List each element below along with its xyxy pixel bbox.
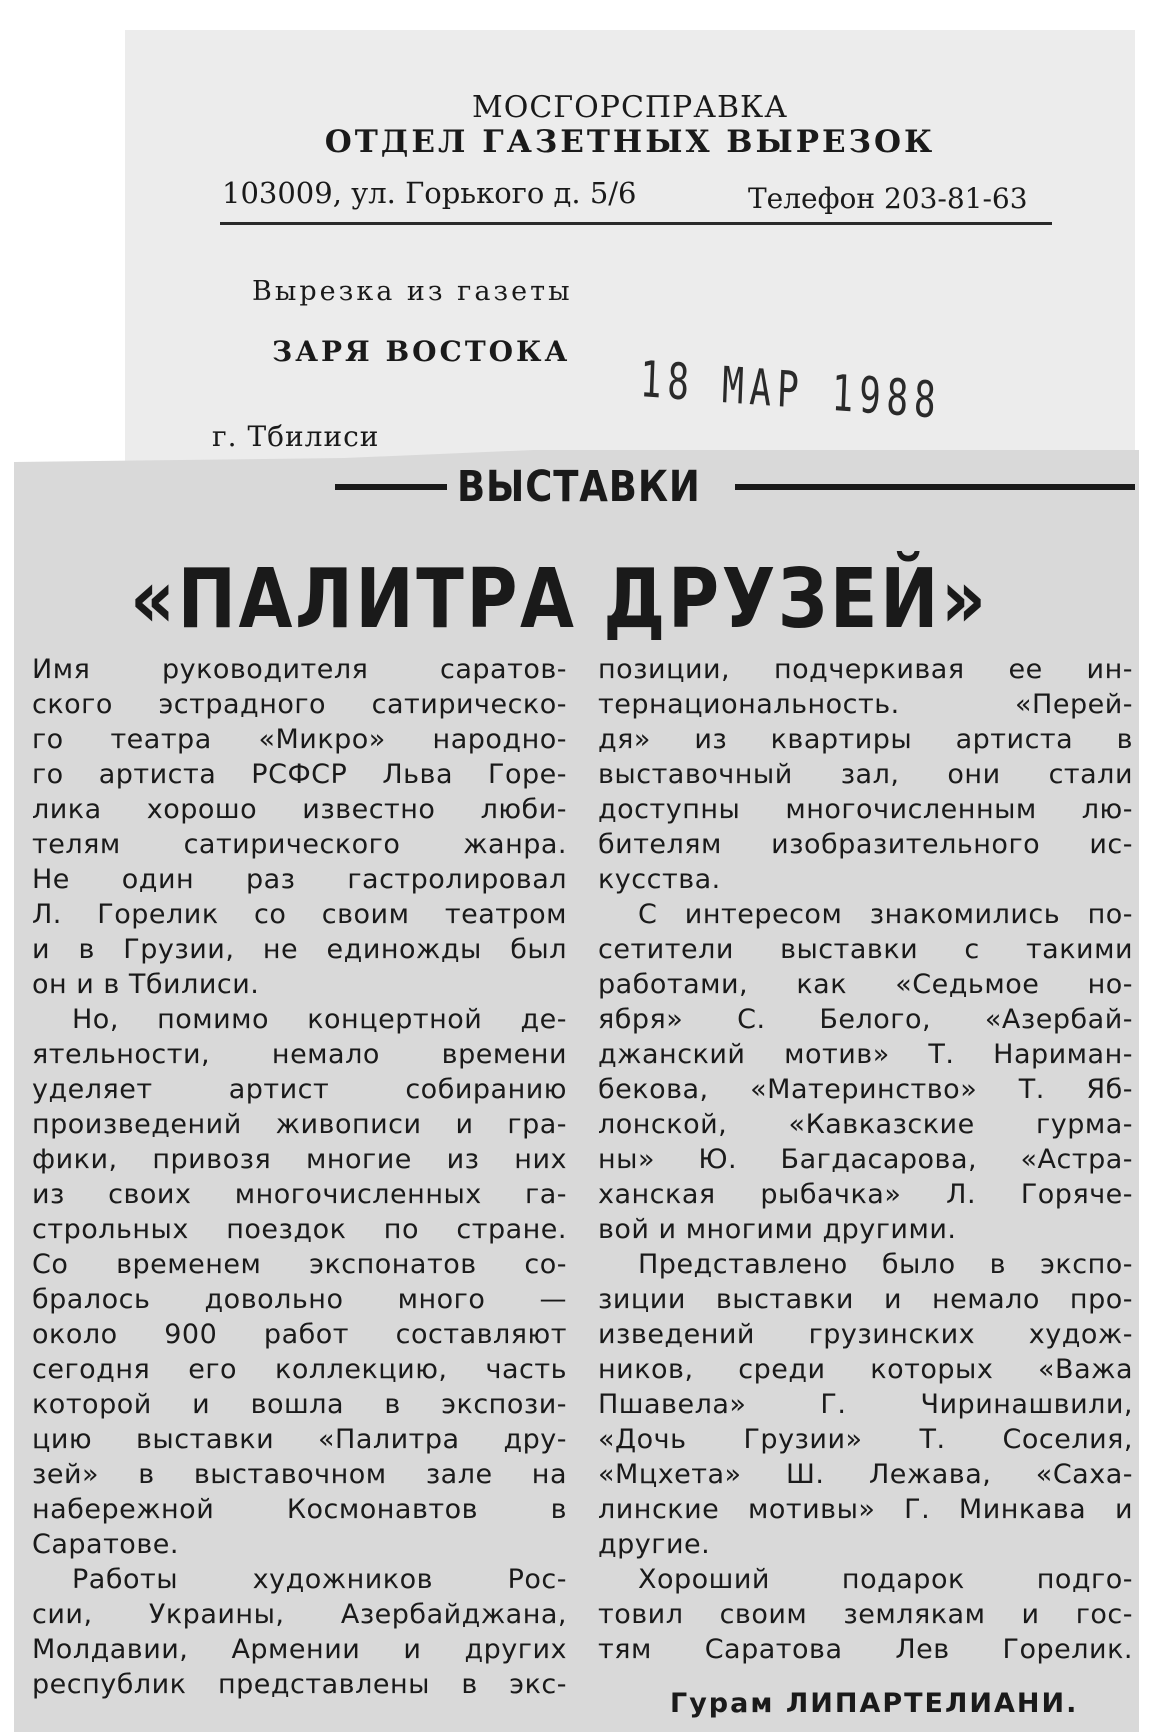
article-line: лика хорошо известно люби- xyxy=(32,794,567,825)
article-line: фики, привозя многие из них xyxy=(32,1144,567,1175)
agency-address: 103009, ул. Горького д. 5/6 xyxy=(222,176,637,210)
article-headline: «ПАЛИТРА ДРУЗЕЙ» xyxy=(130,552,989,647)
article-line: ханская рыбачка» Л. Горяче- xyxy=(598,1179,1133,1210)
article-line: ября» С. Белого, «Азербай- xyxy=(598,1004,1133,1035)
newspaper-name: ЗАРЯ ВОСТОКА xyxy=(272,335,571,368)
article-line: сетители выставки с такими xyxy=(598,934,1133,965)
article-line: тернациональность. «Перей- xyxy=(598,689,1133,720)
article-line: цию выставки «Палитра дру- xyxy=(32,1424,567,1455)
article-line: товил своим землякам и гос- xyxy=(598,1599,1133,1630)
newspaper-city: г. Тбилиси xyxy=(212,420,380,453)
article-line: Хороший подарок подго- xyxy=(638,1564,1133,1595)
article-line: го театра «Микро» народно- xyxy=(32,724,567,755)
date-stamp: 18 МАР 1988 xyxy=(638,350,943,430)
article-line: Работы художников Рос- xyxy=(72,1564,567,1595)
article-line: ятельности, немало времени xyxy=(32,1039,567,1070)
article-line: строльных поездок по стране. xyxy=(32,1214,567,1245)
article-column-2 xyxy=(598,652,1133,1667)
article-line: бралось довольно много — xyxy=(32,1284,567,1315)
header-divider xyxy=(220,222,1052,225)
article-line: зей» в выставочном зале на xyxy=(32,1459,567,1490)
article-line: зиции выставки и немало про- xyxy=(598,1284,1133,1315)
article-line: тям Саратова Лев Горелик. xyxy=(598,1634,1133,1665)
article-line: бителям изобразительного ис- xyxy=(598,829,1133,860)
article-line: Но, помимо концертной де- xyxy=(72,1004,567,1035)
article-line: Пшавела» Г. Чиринашвили, xyxy=(598,1389,1133,1420)
article-line: телям сатирического жанра. xyxy=(32,829,567,860)
department-name: ОТДЕЛ ГАЗЕТНЫХ ВЫРЕЗОК xyxy=(324,124,936,160)
author-signature: Гурам ЛИПАРТЕЛИАНИ. xyxy=(670,1688,1079,1719)
article-line: позиции, подчеркивая ее ин- xyxy=(598,654,1133,685)
article-line: С интересом знакомились по- xyxy=(638,899,1133,930)
article-line: «Дочь Грузии» Т. Соселия, xyxy=(598,1424,1133,1455)
article-column-1 xyxy=(32,652,567,1702)
section-rubric: ВЫСТАВКИ xyxy=(457,462,701,512)
article-line: доступны многочисленным лю- xyxy=(598,794,1133,825)
article-line: «Мцхета» Ш. Лежава, «Саха- xyxy=(598,1459,1133,1490)
article-line: джанский мотив» Т. Нариман- xyxy=(598,1039,1133,1070)
article-line: лонской, «Кавказские гурма- xyxy=(598,1109,1133,1140)
article-line: выставочный зал, они стали xyxy=(598,759,1133,790)
article-line: сегодня его коллекцию, часть xyxy=(32,1354,567,1385)
article-line: ского эстрадного сатирическо- xyxy=(32,689,567,720)
article-line: он и в Тбилиси. xyxy=(32,969,260,1000)
article-line: ны» Ю. Багдасарова, «Астра- xyxy=(598,1144,1133,1175)
rubric-rule-left xyxy=(335,484,447,490)
rubric-rule-right xyxy=(735,484,1135,490)
article-line: республик представлены в экс- xyxy=(32,1669,567,1700)
article-line: набережной Космонавтов в xyxy=(32,1494,567,1525)
article-line: Саратове. xyxy=(32,1529,179,1560)
article-line: го артиста РСФСР Льва Горе- xyxy=(32,759,567,790)
article-line: вой и многими другими. xyxy=(598,1214,957,1245)
article-line: Л. Горелик со своим театром xyxy=(32,899,567,930)
article-line: около 900 работ составляют xyxy=(32,1319,567,1350)
article-line: сии, Украины, Азербайджана, xyxy=(32,1599,567,1630)
article-line: дя» из квартиры артиста в xyxy=(598,724,1133,755)
article-line: изведений грузинских худож- xyxy=(598,1319,1133,1350)
agency-phone: Телефон 203-81-63 xyxy=(748,182,1028,215)
article-line: кусства. xyxy=(598,864,721,895)
article-line: произведений живописи и гра- xyxy=(32,1109,567,1140)
article-line: линские мотивы» Г. Минкава и xyxy=(598,1494,1133,1525)
article-line: Молдавии, Армении и других xyxy=(32,1634,567,1665)
article-line: из своих многочисленных га- xyxy=(32,1179,567,1210)
article-line: бекова, «Материнство» Т. Яб- xyxy=(598,1074,1133,1105)
article-line: Имя руководителя саратов- xyxy=(32,654,567,685)
article-line: Со временем экспонатов со- xyxy=(32,1249,567,1280)
article-line: Представлено было в экспо- xyxy=(638,1249,1133,1280)
article-line: и в Грузии, не единожды был xyxy=(32,934,567,965)
article-line: работами, как «Седьмое но- xyxy=(598,969,1133,1000)
article-line: уделяет артист собиранию xyxy=(32,1074,567,1105)
article-line: другие. xyxy=(598,1529,711,1560)
article-line: которой и вошла в экспози- xyxy=(32,1389,567,1420)
article-line: ников, среди которых «Важа xyxy=(598,1354,1133,1385)
article-line: Не один раз гастролировал xyxy=(32,864,567,895)
agency-name: МОСГОРСПРАВКА xyxy=(472,90,788,125)
clip-source-label: Вырезка из газеты xyxy=(252,276,573,307)
